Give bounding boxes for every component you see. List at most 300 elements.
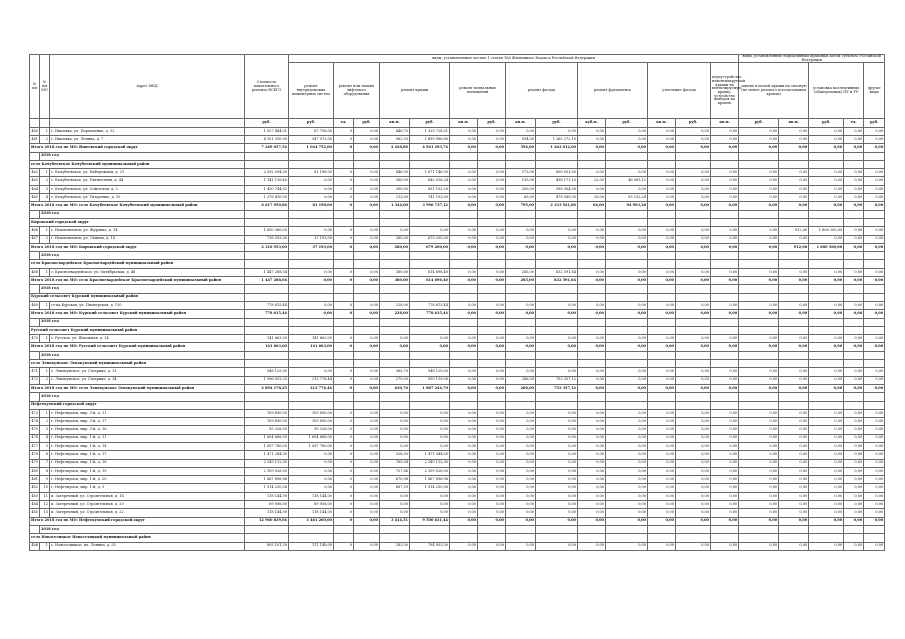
row-value: 0,00 [676,185,711,193]
table-row [30,467,885,475]
empty-cell [676,534,711,542]
empty-cell [739,218,779,226]
unit-cell: руб. [864,119,885,127]
row-value: 594,00 [506,136,536,144]
empty-cell [334,152,354,160]
total-value: 0,00 [648,310,676,318]
empty-cell [334,260,354,268]
row-value: 0,00 [809,467,844,475]
empty-cell [450,252,478,260]
table-row [30,136,885,144]
empty-cell [478,152,506,160]
row-address: г. Нефтекумск, мкр. 1-й, д. 11 [50,434,245,442]
empty-cell [739,326,779,334]
row-value: 0,00 [578,467,606,475]
row-mo-number: 10 [40,484,50,492]
header-other: другие виды [864,63,885,119]
empty-cell [606,326,648,334]
row-value: 0,00 [578,227,606,235]
row-value: 1 604 686,00 [289,434,334,442]
empty-cell [578,318,606,326]
row-value: 0,00 [676,492,711,500]
empty-cell [380,260,410,268]
empty-cell [450,360,478,368]
row-value: 0,00 [478,501,506,509]
total-value: 0,00 [779,202,809,210]
empty-cell [739,401,779,409]
empty-cell [506,260,536,268]
empty-cell [864,293,885,301]
empty-cell [289,318,334,326]
empty-cell [334,218,354,226]
units-spacer [50,119,245,127]
row-value: 0,00 [578,476,606,484]
row-value: 1 141 116,40 [245,177,289,185]
row-value: 0,00 [864,459,885,467]
total-row [30,202,885,210]
total-value: 0,00 [844,384,864,392]
row-value: 0,00 [864,185,885,193]
row-value: 2 592 594,00 [245,169,289,177]
total-value: 6 617 950,86 [245,202,289,210]
row-value: 0,00 [864,467,885,475]
row-mo-number: 2 [40,235,50,243]
table-row [30,169,885,177]
header-insulation: утепление фасада [648,63,711,119]
row-value: 0,00 [506,434,536,442]
row-value: 111 148,00 [289,542,334,550]
empty-cell [578,252,606,260]
empty-cell [711,152,739,160]
row-value: 0,00 [606,169,648,177]
row-value: 0,00 [809,418,844,426]
row-address: п. Затеречный, ул. Строительная, д. 18 [50,492,245,500]
total-value: 3 996 737,12 [410,202,450,210]
year-label: 2018 год [40,318,245,326]
total-value: 0,00 [478,517,506,525]
row-value: 0,00 [676,335,711,343]
total-value: 0,00 [844,310,864,318]
empty-cell [536,360,578,368]
row-value: 0,00 [648,368,676,376]
row-address: п. Затеречный, ул. Строительная, д. 22 [50,509,245,517]
row-value: 118 144,00 [245,509,289,517]
empty-cell [739,260,779,268]
empty-cell [289,152,334,160]
empty-cell [844,393,864,401]
row-value: 0,00 [739,459,779,467]
table-row [30,484,885,492]
row-value: 0,00 [779,451,809,459]
row-value: 1 471 344,00 [410,451,450,459]
row-value: 0,00 [578,185,606,193]
row-value: 778 615,44 [245,301,289,309]
row-mo-number: 1 [40,227,50,235]
total-value: 3 414,51 [380,517,410,525]
row-value: 1 996 053,25 [245,376,289,384]
empty-cell [578,218,606,226]
empty-cell [245,393,289,401]
row-value: 0,00 [779,368,809,376]
empty-cell [809,534,844,542]
row-number: 478 [30,451,40,459]
row-value: 0,00 [450,376,478,384]
total-value: 0,00 [450,277,478,285]
unit-cell: руб. [410,119,450,127]
row-value: 0,00 [864,335,885,343]
section-title-row [30,260,885,268]
row-value: 0,00 [354,235,380,243]
row-address: г. Ишеевка, ул. Ленина, д. 7 [50,136,245,144]
total-value: 0,00 [289,277,334,285]
empty-cell [864,285,885,293]
row-value: 0,00 [676,368,711,376]
empty-cell [844,525,864,533]
total-value: 228,00 [380,310,410,318]
empty-cell [739,318,779,326]
row-value: 0,00 [354,169,380,177]
row-value: 0,00 [506,235,536,243]
row-value: 948 125,00 [245,368,289,376]
empty-cell [648,351,676,359]
empty-cell [739,360,779,368]
total-value: 0,00 [779,310,809,318]
row-value: 0,00 [676,484,711,492]
empty-cell [606,252,648,260]
row-value: 0,00 [450,492,478,500]
row-value: 0,00 [779,484,809,492]
empty-cell [289,260,334,268]
row-value: 0,00 [676,542,711,550]
empty-cell [711,218,739,226]
row-value: 0,00 [844,227,864,235]
section-title-row [30,360,885,368]
row-value: 0,00 [739,376,779,384]
row-value: 0,00 [450,169,478,177]
row-value: 0,00 [676,434,711,442]
row-value: 0 [334,467,354,475]
row-value: 0,00 [410,434,450,442]
empty-cell [245,210,289,218]
empty-cell [711,393,739,401]
row-address: п. Затеречный, ул. Строительная, д. 20 [50,501,245,509]
empty-cell [676,393,711,401]
table-row [30,451,885,459]
empty-cell [450,525,478,533]
row-value: 0,00 [536,467,578,475]
row-value: 0,00 [779,136,809,144]
row-value: 0,00 [648,459,676,467]
row-value: 0,00 [536,492,578,500]
row-value: 528,50 [380,451,410,459]
section-title: село Красногвардейское Красногвардейский муниципальный район [30,260,245,268]
total-value: 0,00 [739,202,779,210]
unit-cell: кв.м. [506,119,536,127]
row-value: 0,00 [606,376,648,384]
row-value: 805 101,30 [245,542,289,550]
empty-cell [739,285,779,293]
total-value: 0,00 [410,343,450,351]
total-value: 0,00 [578,310,606,318]
row-value: 0,00 [864,376,885,384]
row-value: 757,86 [380,467,410,475]
empty-cell [478,218,506,226]
empty-cell [864,401,885,409]
row-value: 0 [334,169,354,177]
row-value: 0,00 [578,459,606,467]
total-value: 64,00 [578,202,606,210]
empty-cell [676,351,711,359]
row-value: 0,00 [289,185,334,193]
row-value: 2 109 026,00 [410,467,450,475]
row-value: 0,00 [289,177,334,185]
row-value: 0,00 [450,509,478,517]
row-value: 0,00 [578,426,606,434]
total-value: 0,00 [478,384,506,392]
row-value: 0,00 [578,451,606,459]
row-value: 0,00 [809,409,844,417]
row-value: 0,00 [844,442,864,450]
row-number: 460 [30,127,40,135]
units-row [30,119,885,127]
row-value: 0,00 [648,434,676,442]
row-value: 0,00 [506,335,536,343]
row-number: 483 [30,492,40,500]
row-value: 0,00 [676,467,711,475]
row-number: 467 [30,235,40,243]
total-value: 0,00 [478,202,506,210]
row-address: г. Новопавловск, ул. Журавко, д. 14 [50,227,245,235]
row-value: 0,00 [864,476,885,484]
row-value: 0,00 [648,127,676,135]
row-value: 0,00 [506,509,536,517]
row-value: 0,00 [506,459,536,467]
table-row [30,235,885,243]
empty-cell [506,401,536,409]
total-value: 778 615,44 [245,310,289,318]
empty-cell [711,525,739,533]
empty-cell [289,360,334,368]
row-value: 939 119,56 [410,376,450,384]
row-value: 0,00 [864,235,885,243]
row-value: 0,00 [779,268,809,276]
row-value: 0 [334,368,354,376]
row-value: 0,00 [676,177,711,185]
empty-cell [809,252,844,260]
row-value: 0,00 [711,227,739,235]
empty-cell [578,285,606,293]
header-meters: установка коллективных (общедомовых) ПУ и УУ [809,63,864,119]
section-title: село Новоселицкое Новоселицкий муниципальный район [30,534,245,542]
row-value: 0 [334,409,354,417]
row-number: 482 [30,484,40,492]
total-value: 0,00 [478,343,506,351]
empty-cell [536,393,578,401]
empty-cell [606,160,648,168]
empty-cell [334,534,354,542]
row-value: 0,00 [354,136,380,144]
empty-cell [844,360,864,368]
row-value: 0 [334,127,354,135]
table-row [30,492,885,500]
row-value: 0,00 [864,418,885,426]
row-value: 0 [334,476,354,484]
row-value: 0,00 [606,235,648,243]
empty-cell [245,160,289,168]
row-value: 0,00 [450,368,478,376]
row-value: 0,00 [450,467,478,475]
row-address: с. Кочубеевское, ул. Набережная, д. 21 [50,169,245,177]
row-value: 0,00 [606,127,648,135]
row-value: 0,00 [809,177,844,185]
row-value: 0,00 [809,169,844,177]
row-value: 0,00 [450,268,478,276]
row-value: 0,00 [506,467,536,475]
empty-cell [779,360,809,368]
total-value: 0,00 [676,243,711,251]
row-value: 0,00 [354,185,380,193]
empty-cell [354,210,380,218]
total-value: 0,00 [606,517,648,525]
empty-cell [648,218,676,226]
empty-cell [844,326,864,334]
empty-cell [536,160,578,168]
row-value: 0,00 [536,476,578,484]
total-value: 0,00 [844,243,864,251]
row-value: 0,00 [536,127,578,135]
empty-cell [536,210,578,218]
row-address: с. Кочубеевское, ул. Титаренко, д. 10 [50,194,245,202]
year-row [30,152,885,160]
row-value: 0,00 [578,542,606,550]
row-value: 687,59 [380,484,410,492]
empty-cell [711,318,739,326]
row-value: 0,00 [380,434,410,442]
row-value: 0 [334,227,354,235]
row-value: 0,00 [809,268,844,276]
row-value: 283,00 [380,542,410,550]
row-value: 0,00 [648,467,676,475]
total-value: 2 333 921,86 [536,202,578,210]
row-value: 0,00 [739,484,779,492]
row-value: 0,00 [648,227,676,235]
total-value: 0,00 [711,144,739,152]
row-value: 0,00 [809,194,844,202]
row-value: 1 265 272,10 [536,136,578,144]
row-value: 0,00 [536,509,578,517]
row-value: 769,54 [380,459,410,467]
row-address: ст-ца Курская, ул. Пионерская, д. 130 [50,301,245,309]
row-value: 0,00 [844,542,864,550]
total-value: 0,00 [506,310,536,318]
total-value: 630,70 [380,384,410,392]
empty-cell [578,210,606,218]
empty-cell [844,218,864,226]
empty-cell [809,152,844,160]
row-value: 0,00 [578,418,606,426]
row-value: 0,00 [864,169,885,177]
empty-cell [506,218,536,226]
row-mo-number: 1 [40,542,50,550]
row-value: 0,00 [809,459,844,467]
row-value: 1 447 288,04 [245,268,289,276]
capital-repair-table [29,54,885,551]
row-value: 0 [334,301,354,309]
total-value: 0 [334,343,354,351]
row-value: 0,00 [844,501,864,509]
row-value: 0 [334,459,354,467]
row-address: с. Новоселицкое, пл. Ленина, д. 55 [50,542,245,550]
table-row [30,542,885,550]
row-value: 0,00 [809,476,844,484]
row-value: 0,00 [844,127,864,135]
total-value: 0,00 [578,277,606,285]
row-value: 0,00 [354,177,380,185]
row-value: 0,00 [779,418,809,426]
row-value: 0,00 [864,492,885,500]
row-value: 20,00 [578,194,606,202]
empty-cell [245,318,289,326]
row-value: 0,00 [711,136,739,144]
empty-cell [354,326,380,334]
row-value: 0,00 [450,501,478,509]
row-value: 0,00 [864,301,885,309]
row-value: 0,00 [676,376,711,384]
empty-cell [380,218,410,226]
empty-cell [606,525,648,533]
row-value: 0,00 [578,376,606,384]
year-row [30,393,885,401]
row-value: 0,00 [844,467,864,475]
total-value: 0,00 [648,144,676,152]
row-value: 0,00 [606,467,648,475]
row-value: 1 899 986,80 [410,136,450,144]
row-number: 479 [30,459,40,467]
empty-cell [844,318,864,326]
row-value: 2 149 112,90 [410,459,450,467]
row-value: 0,00 [739,169,779,177]
row-value: 0,00 [844,136,864,144]
row-value: 0,00 [354,426,380,434]
row-value: 0,00 [676,268,711,276]
empty-cell [648,210,676,218]
table-row [30,409,885,417]
row-value: 0,00 [844,301,864,309]
section-title: Нефтекумский городской округ [30,401,245,409]
total-value: 213 776,44 [289,384,334,392]
row-value: 0,00 [506,476,536,484]
empty-cell [478,393,506,401]
empty-cell [506,525,536,533]
row-address: г. Нефтекумск, мкр. 3-й, д. 17 [50,418,245,426]
total-value: 0,00 [606,384,648,392]
section-title-row [30,218,885,226]
row-value: 0,00 [289,301,334,309]
empty-cell [648,152,676,160]
row-value: 0,00 [739,268,779,276]
row-value: 0,00 [450,426,478,434]
row-mo-number: 1 [40,368,50,376]
table-row [30,177,885,185]
row-value: 0,00 [578,442,606,450]
empty-cell [380,525,410,533]
empty-cell [648,401,676,409]
row-value: 0,00 [809,426,844,434]
row-value: 0,00 [289,268,334,276]
row-number: 474 [30,418,40,426]
empty-cell [844,210,864,218]
row-value: 0,00 [648,136,676,144]
